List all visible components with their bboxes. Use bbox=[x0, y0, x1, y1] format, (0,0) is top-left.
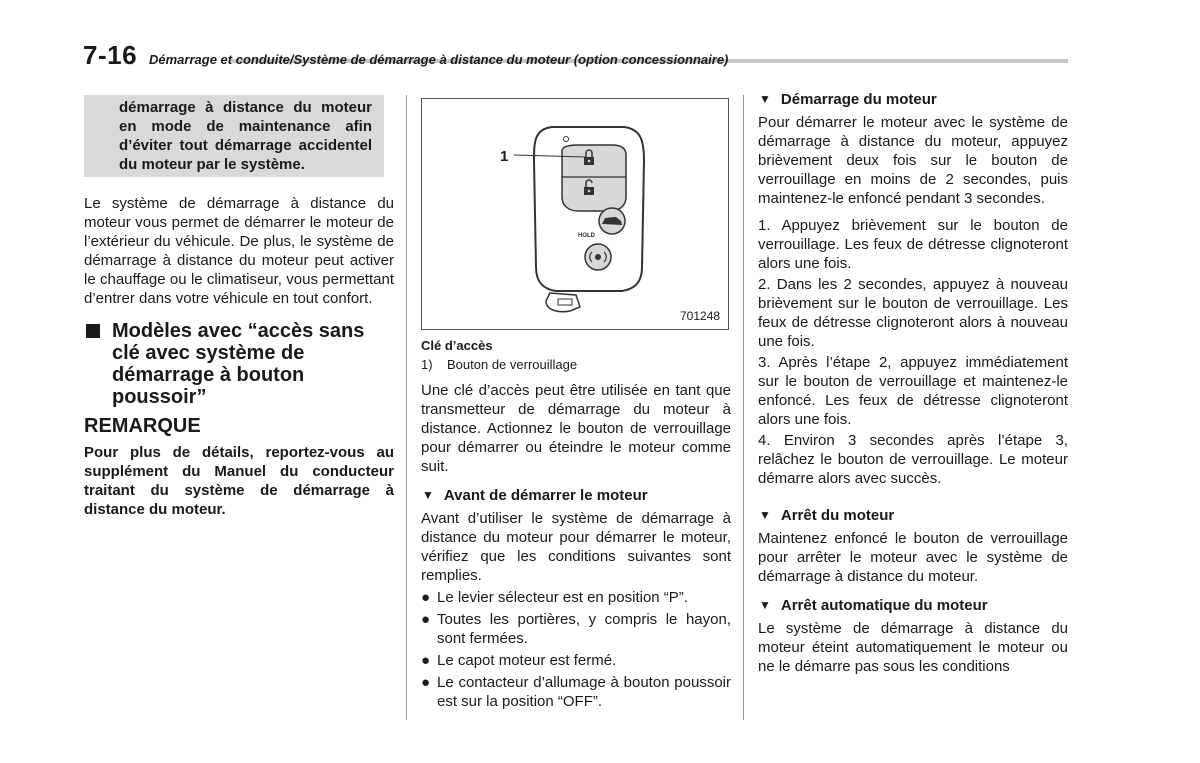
column-left bbox=[84, 88, 394, 519]
figure-caption bbox=[421, 337, 731, 373]
body-paragraph: Le système de démarrage à distance du moteur éteint automatiquement le moteur ou ne le démarre pas sous les conditions bbox=[758, 620, 1068, 675]
subheading-title: Arrêt automatique du moteur bbox=[780, 597, 988, 614]
column-middle bbox=[421, 88, 731, 711]
caption-title: Clé d’accès bbox=[421, 338, 493, 353]
callout-label: 1 bbox=[500, 148, 509, 165]
access-key-figure bbox=[421, 98, 729, 330]
section-square-icon bbox=[86, 324, 100, 338]
subheading-title: Arrêt du moteur bbox=[780, 507, 895, 524]
step-item: 3. Après l’étape 2, appuyez immédiatement sur le bouton de verrouillage et maintenez-le enfoncé. Les feux de détresse clignoteront alors une fois. bbox=[758, 354, 1068, 428]
intro-paragraph: Une clé d’accès peut être utilisée en tant que transmetteur de démarrage du moteur à distance. Actionnez le bouton de verrouillage pour démarrer ou éteindre le moteur comme suit. bbox=[421, 382, 731, 475]
section-heading bbox=[84, 320, 394, 408]
subheading-title: Avant de démarrer le moteur bbox=[443, 487, 648, 504]
section-title: Modèles avec “accès sans clé avec système de démarrage à bouton poussoir” bbox=[112, 320, 365, 408]
column-divider bbox=[743, 95, 744, 720]
remark-body: Pour plus de détails, reportez-vous au supplément du Manuel du conducteur traitant du système de démarrage à distance du moteur. bbox=[84, 444, 394, 518]
step-item: 1. Appuyez brièvement sur le bouton de verrouillage. Les feux de détresse clignoteront alors une fois. bbox=[758, 217, 1068, 272]
bullet-icon: ● bbox=[421, 674, 431, 691]
intro-paragraph: Le système de démarrage à distance du moteur vous permet de démarrer le moteur de l’extérieur du véhicule. De plus, le système de démarrage à distance du moteur peut activer le chauffage ou le climatiseur, vous permettant d’entrer dans votre véhicule en tout confort. bbox=[84, 195, 394, 307]
triangle-down-icon: ▼ bbox=[759, 92, 771, 106]
list-item bbox=[421, 610, 731, 648]
step-item: 4. Environ 3 secondes après l’étape 3, relâchez le bouton de verrouillage. Le moteur démarre alors avec succès. bbox=[758, 432, 1068, 487]
column-divider bbox=[406, 95, 407, 720]
bullet-icon: ● bbox=[421, 611, 431, 628]
figure-code: 701248 bbox=[680, 309, 721, 323]
list-item bbox=[421, 588, 731, 607]
button-panel bbox=[562, 145, 626, 211]
page-number: 7-16 bbox=[83, 40, 138, 70]
body-paragraph: Pour démarrer le moteur avec le système de démarrage à distance du moteur, appuyez brièvement deux fois sur le bouton de verrouillage en moins de 2 secondes, puis maintenez-le enfoncé pendant 3 secondes. bbox=[758, 114, 1068, 207]
triangle-down-icon: ▼ bbox=[422, 488, 434, 502]
list-item-text: Toutes les portières, y compris le hayon, sont fermées. bbox=[437, 611, 731, 647]
access-key-illustration bbox=[422, 99, 728, 329]
subheading bbox=[421, 486, 731, 505]
hold-label: HOLD bbox=[578, 233, 595, 239]
subheading bbox=[758, 90, 1068, 109]
subheading bbox=[758, 506, 1068, 525]
bullet-icon: ● bbox=[421, 589, 431, 606]
list-item bbox=[421, 673, 731, 711]
remark-title: REMARQUE bbox=[84, 415, 201, 437]
triangle-down-icon: ▼ bbox=[759, 508, 771, 522]
step-item: 2. Dans les 2 secondes, appuyez à nouveau brièvement sur le bouton de verrouillage. Les feux de détresse clignoteront alors à nouveau une fois. bbox=[758, 276, 1068, 350]
page-header bbox=[83, 40, 1068, 70]
body-paragraph: Avant d’utiliser le système de démarrage à distance du moteur pour démarrer le moteur, vérifiez que les conditions suivantes sont remplies. bbox=[421, 510, 731, 584]
body-paragraph: Maintenez enfoncé le bouton de verrouillage pour arrêter le moteur avec le système de démarrage à distance du moteur. bbox=[758, 530, 1068, 585]
key-tip bbox=[546, 293, 580, 312]
triangle-down-icon: ▼ bbox=[759, 598, 771, 612]
panic-button bbox=[585, 244, 611, 270]
caption-item: 1) Bouton de verrouillage bbox=[421, 357, 578, 372]
column-right bbox=[758, 88, 1068, 676]
list-item bbox=[421, 651, 731, 670]
subheading-title: Démarrage du moteur bbox=[780, 91, 937, 108]
list-item-text: Le contacteur d’allumage à bouton poussoir est sur la position “OFF”. bbox=[437, 674, 731, 710]
trunk-button bbox=[599, 208, 625, 234]
warning-box: démarrage à distance du moteur en mode de maintenance afin d’éviter tout démarrage accidentel du moteur par le système. bbox=[84, 95, 384, 177]
list-item-text: Le levier sélecteur est en position “P”. bbox=[437, 589, 688, 606]
bullet-icon: ● bbox=[421, 652, 431, 669]
subheading bbox=[758, 596, 1068, 615]
chapter-title: Démarrage et conduite/Système de démarrage à distance du moteur (option concessionnaire) bbox=[149, 52, 729, 67]
list-item-text: Le capot moteur est fermé. bbox=[437, 652, 617, 669]
